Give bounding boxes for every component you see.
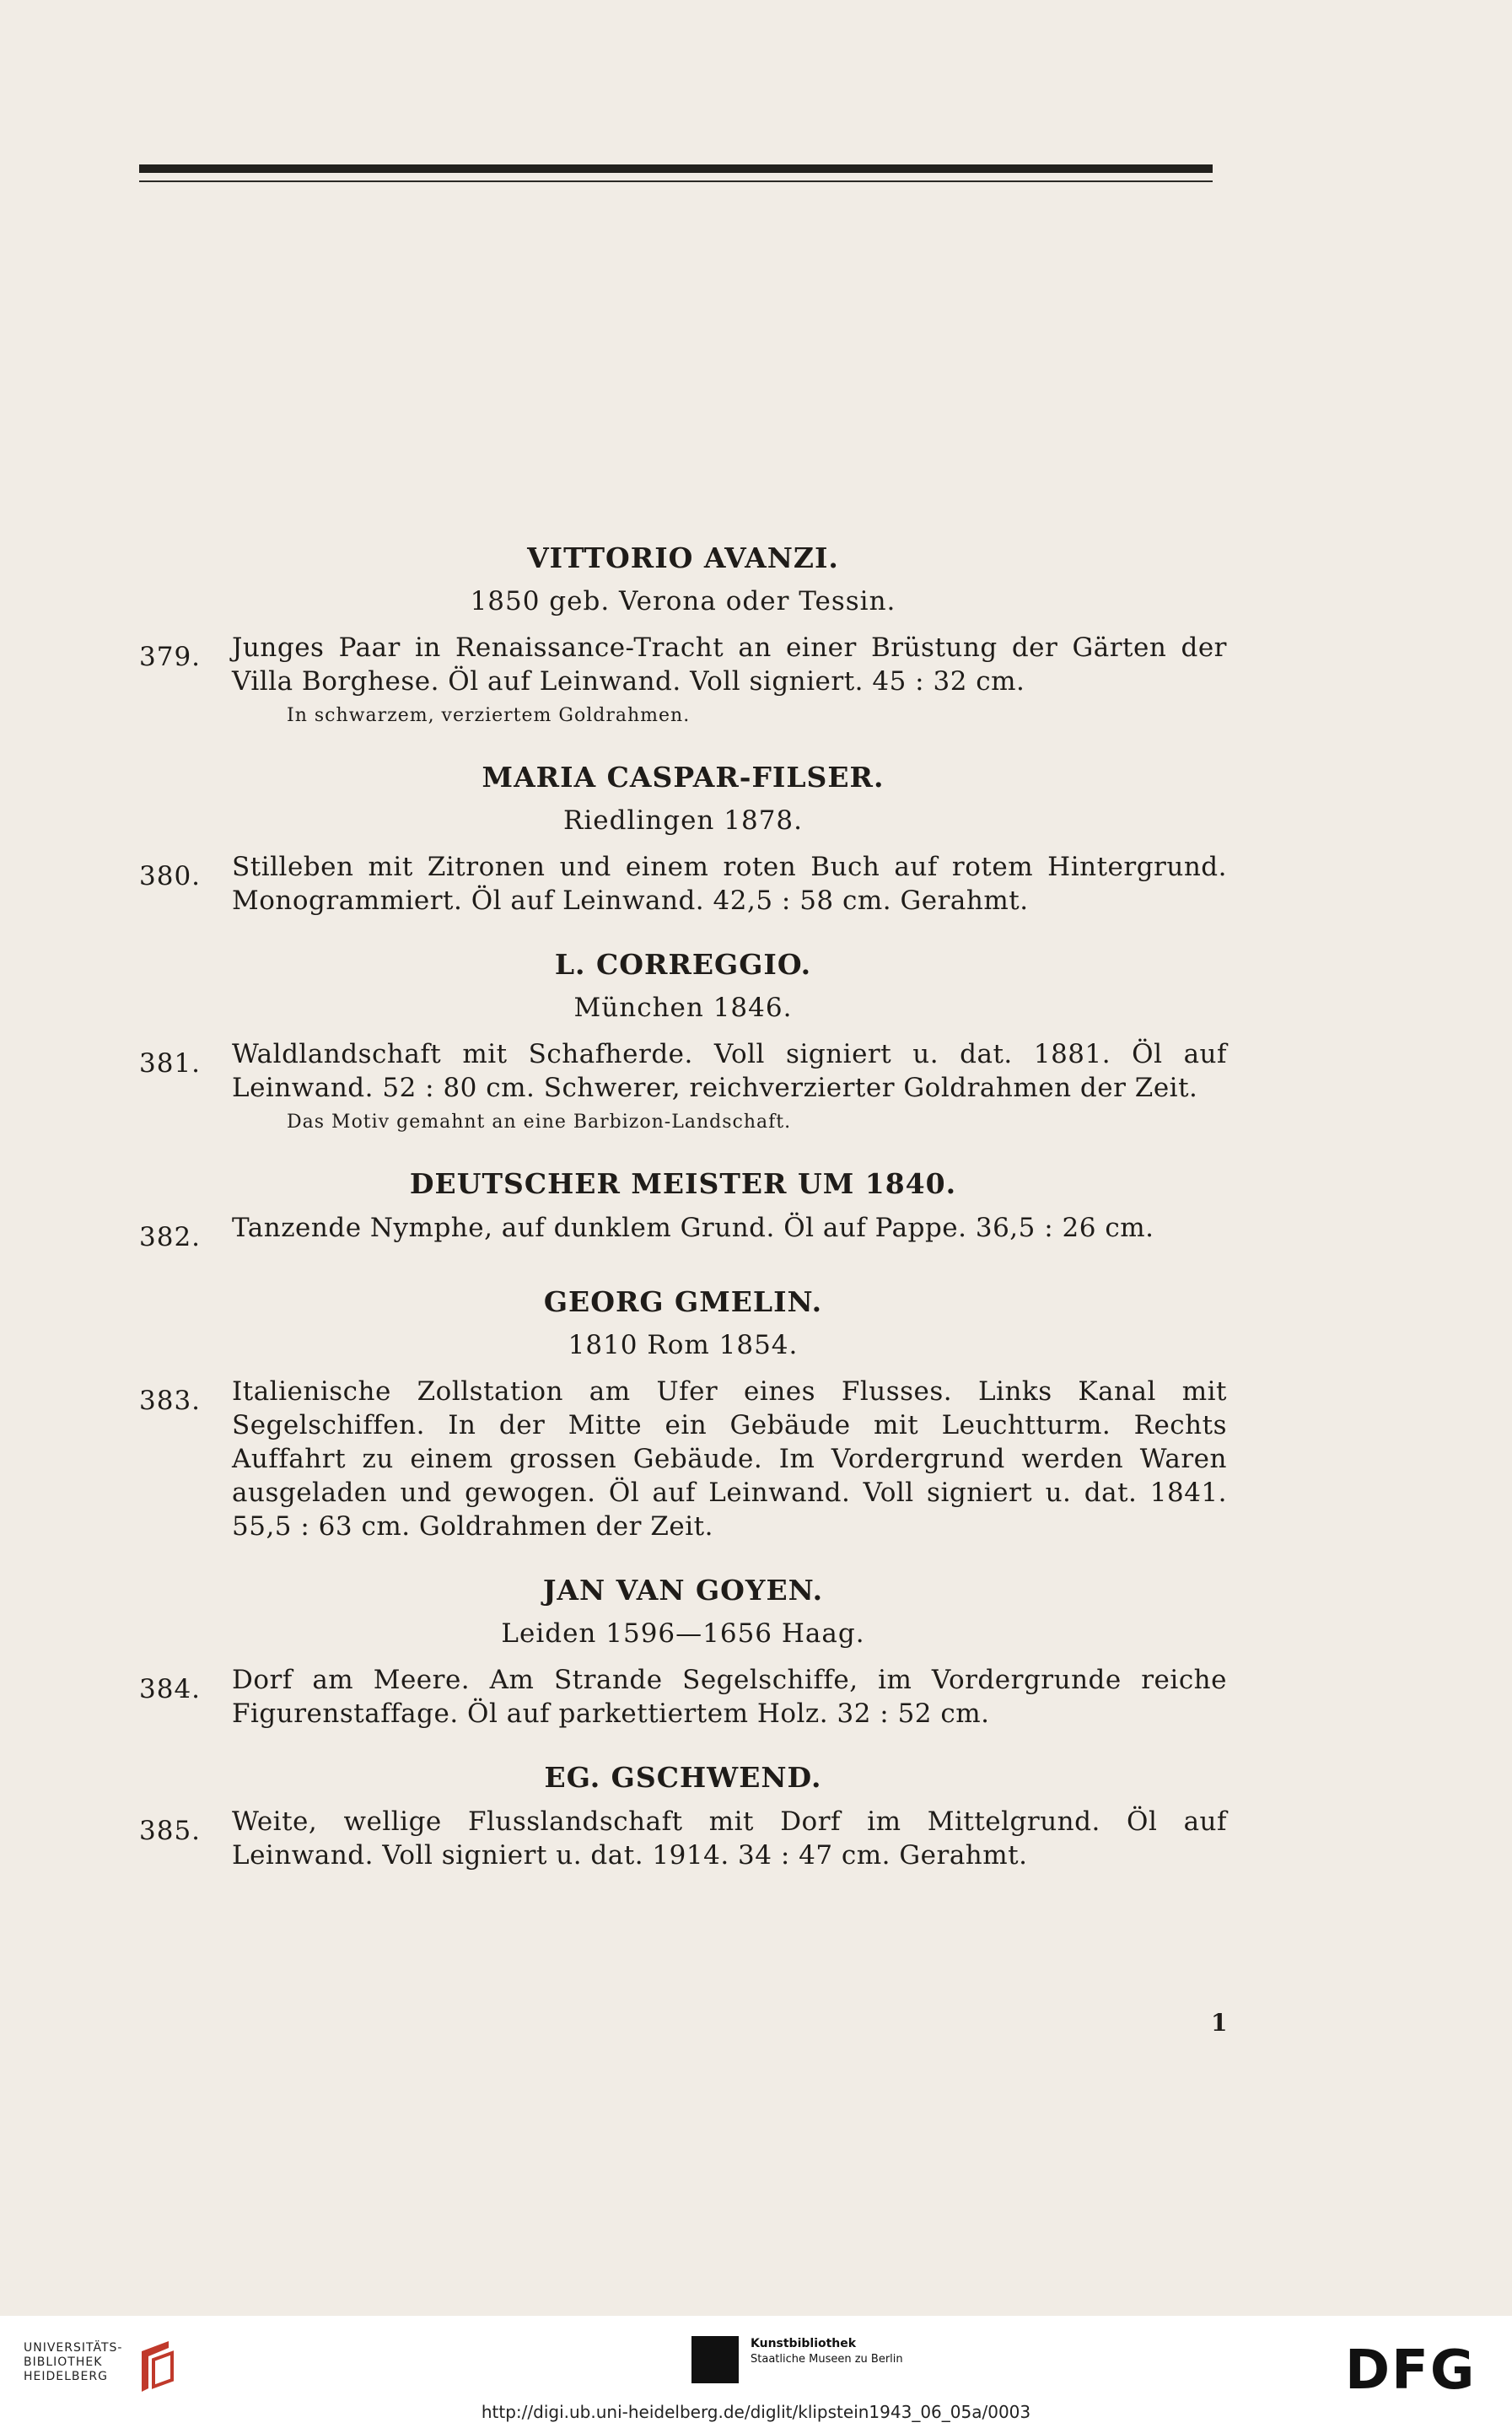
- header-rule-thin: [139, 180, 1213, 182]
- catalog-entry: [139, 1805, 1227, 1872]
- catalog-entry: [139, 1375, 1227, 1543]
- dfg-logo: DFG: [1345, 2339, 1477, 2402]
- artist-origin: Riedlingen 1878.: [563, 805, 803, 836]
- catalog-section: [139, 1572, 1227, 1731]
- page-number: 1: [1211, 2009, 1228, 2037]
- lot-number: 385.: [139, 1816, 202, 1846]
- artist-origin: 1810 Rom 1854.: [568, 1330, 799, 1360]
- catalog-entry: [139, 631, 1227, 698]
- lot-number: 381.: [139, 1048, 202, 1079]
- artist-origin: Leiden 1596—1656 Haag.: [501, 1618, 865, 1649]
- artist-heading: L. CORREGGIO.: [554, 948, 812, 981]
- kunstbibliothek-logo-icon: [691, 2336, 739, 2383]
- catalog-section: [139, 1284, 1227, 1543]
- lot-number: 380.: [139, 861, 202, 891]
- lot-number: 384.: [139, 1674, 202, 1704]
- artist-heading: JAN VAN GOYEN.: [542, 1574, 824, 1607]
- ub-heidelberg-logo-text: [24, 2341, 122, 2384]
- artist-heading: EG. GSCHWEND.: [544, 1761, 822, 1794]
- catalog-entry: [139, 850, 1227, 918]
- lot-number: 383.: [139, 1386, 202, 1416]
- lot-description: Weite, wellige Flusslandschaft mit Dorf im Mittelgrund. Öl auf Leinwand. Voll signiert u. dat. 1914. 34 : 47 cm. Gerahmt.: [232, 1806, 1227, 1871]
- section-gap: [139, 1137, 1227, 1166]
- catalog-section: [139, 1166, 1227, 1255]
- lot-note: Das Motiv gemahnt an eine Barbizon-Landschaft.: [287, 1112, 792, 1133]
- artist-heading: VITTORIO AVANZI.: [527, 541, 839, 574]
- section-gap: [139, 1731, 1227, 1759]
- catalog-entry: [139, 1211, 1227, 1255]
- catalog-content: [139, 540, 1227, 1872]
- library-name-line1: UNIVERSITÄTS-: [24, 2341, 123, 2355]
- library-name-line2: BIBLIOTHEK: [24, 2355, 103, 2369]
- kunstbibliothek-title: Kunstbibliothek: [751, 2337, 857, 2350]
- lot-description: Stilleben mit Zitronen und einem roten Buch auf rotem Hintergrund. Monogrammiert. Öl auf Leinwand. 42,5 : 58 cm. Gerahmt.: [232, 852, 1227, 916]
- kunstbibliothek-subtitle: Staatliche Museen zu Berlin: [751, 2353, 903, 2366]
- catalog-section: [139, 1759, 1227, 1872]
- lot-number: 379.: [139, 642, 202, 672]
- lot-description: Waldlandschaft mit Schafherde. Voll signiert u. dat. 1881. Öl auf Leinwand. 52 : 80 cm. Schwerer, reichverzierter Goldrahmen der Zeit.: [232, 1039, 1227, 1103]
- section-gap: [139, 918, 1227, 946]
- artist-heading: GEORG GMELIN.: [543, 1285, 823, 1318]
- section-gap: [139, 730, 1227, 759]
- header-rule-thick: [139, 164, 1213, 173]
- catalog-section: [139, 540, 1227, 730]
- lot-description: Junges Paar in Renaissance-Tracht an einer Brüstung der Gärten der Villa Borghese. Öl auf Leinwand. Voll signiert. 45 : 32 cm.: [232, 633, 1227, 697]
- catalog-section: [139, 946, 1227, 1137]
- section-gap: [139, 1543, 1227, 1572]
- section-gap: [139, 1255, 1227, 1284]
- library-name-line3: HEIDELBERG: [24, 2370, 108, 2383]
- artist-heading: DEUTSCHER MEISTER UM 1840.: [409, 1167, 957, 1200]
- kunstbibliothek-label: [751, 2336, 903, 2367]
- lot-description: Tanzende Nymphe, auf dunklem Grund. Öl auf Pappe. 36,5 : 26 cm.: [232, 1213, 1154, 1243]
- catalog-section: [139, 759, 1227, 918]
- artist-origin: München 1846.: [573, 993, 793, 1023]
- catalog-entry: [139, 1037, 1227, 1105]
- artist-origin: 1850 geb. Verona oder Tessin.: [470, 586, 896, 616]
- lot-description: Dorf am Meere. Am Strande Segelschiffe, im Vordergrunde reiche Figurenstaffage. Öl auf parkettiertem Holz. 32 : 52 cm.: [232, 1665, 1227, 1729]
- ub-heidelberg-logo-icon: [135, 2336, 179, 2395]
- artist-heading: MARIA CASPAR-FILSER.: [482, 761, 885, 794]
- digitization-footer: [0, 2316, 1512, 2428]
- lot-number: 382.: [139, 1222, 202, 1252]
- lot-note: In schwarzem, verziertem Goldrahmen.: [287, 705, 691, 726]
- lot-description: Italienische Zollstation am Ufer eines Flusses. Links Kanal mit Segelschiffen. In der Mitte ein Gebäude mit Leuchtturm. Rechts Auffahrt zu einem grossen Gebäude. Im Vordergrund werden Waren ausgeladen und gewogen. Öl auf Leinwand. Voll signiert u. dat. 1841. 55,5 : 63 cm. Goldrahmen der Zeit.: [232, 1376, 1227, 1542]
- catalog-entry: [139, 1663, 1227, 1731]
- source-url[interactable]: http://digi.ub.uni-heidelberg.de/diglit/klipstein1943_06_05a/0003: [481, 2402, 1031, 2422]
